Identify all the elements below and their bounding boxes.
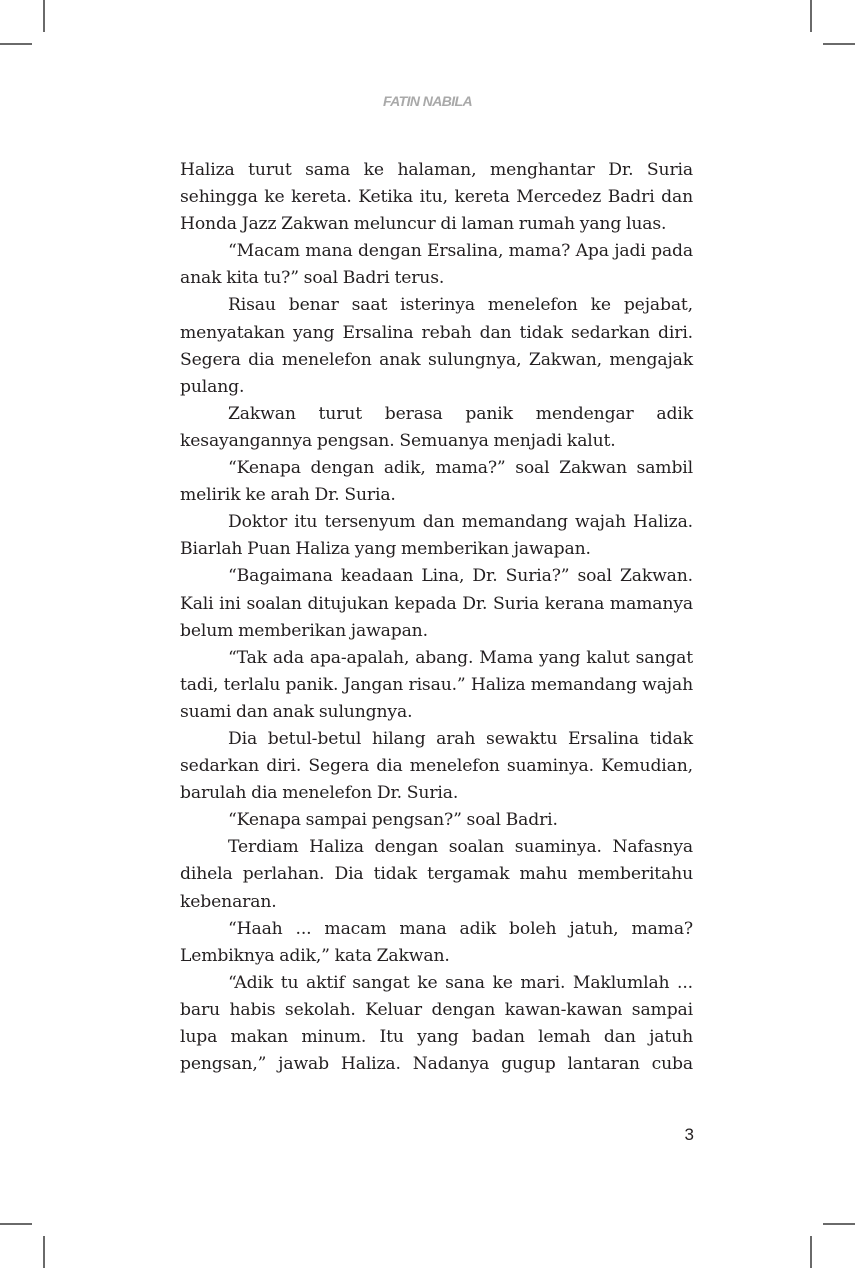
paragraph: Dia betul-betul hilang arah sewaktu Ersalina tidak sedarkan diri. Segera dia menelefon suaminya. Kemudian, barulah dia menelefon Dr. Suria. [180,728,693,804]
crop-mark-bottom-right-horizontal [823,1223,855,1225]
paragraph: “Tak ada apa-apalah, abang. Mama yang kalut sangat tadi, terlalu panik. Jangan risau.” Haliza memandang wajah suami dan anak sulungnya. [180,647,693,722]
running-head: FATIN NABILA [383,93,472,109]
page-number: 3 [684,1125,694,1144]
body-text [180,157,693,1078]
paragraph: Haliza turut sama ke halaman, menghantar Dr. Suria sehingga ke kereta. Ketika itu, kereta Mercedez Badri dan Honda Jazz Zakwan meluncur di laman rumah yang luas. [180,160,693,235]
crop-mark-top-left-horizontal [0,43,32,45]
crop-mark-bottom-left-vertical [43,1236,45,1268]
paragraph: Zakwan turut berasa panik mendengar adik kesayangannya pengsan. Semuanya menjadi kalut. [180,403,693,451]
paragraph: “Kenapa dengan adik, mama?” soal Zakwan sambil melirik ke arah Dr. Suria. [180,458,693,506]
paragraph: Terdiam Haliza dengan soalan suaminya. Nafasnya dihela perlahan. Dia tidak tergamak mahu memberitahu kebenaran. [180,837,693,912]
paragraph: Risau benar saat isterinya menelefon ke pejabat, menyatakan yang Ersalina rebah dan tidak sedarkan diri. Segera dia menelefon anak sulungnya, Zakwan, mengajak pulang. [180,295,693,397]
crop-mark-bottom-right-vertical [810,1236,812,1268]
paragraph: Doktor itu tersenyum dan memandang wajah Haliza. Biarlah Puan Haliza yang memberikan jawapan. [180,512,693,560]
crop-mark-top-right-vertical [810,0,812,32]
paragraph: “Macam mana dengan Ersalina, mama? Apa jadi pada anak kita tu?” soal Badri terus. [180,241,693,289]
paragraph: “Adik tu aktif sangat ke sana ke mari. Maklumlah ... baru habis sekolah. Keluar dengan kawan-kawan sampai lupa makan minum. Itu yang badan lemah dan jatuh pengsan,” jawab Haliza. Nadanya gugup lantaran cuba [180,972,693,1075]
crop-mark-top-left-vertical [43,0,45,32]
crop-mark-top-right-horizontal [823,43,855,45]
paragraph: “Bagaimana keadaan Lina, Dr. Suria?” soal Zakwan. Kali ini soalan ditujukan kepada Dr. Suria kerana mamanya belum memberikan jawapan. [180,566,693,641]
paragraph: “Kenapa sampai pengsan?” soal Badri. [228,810,558,831]
paragraph: “Haah ... macam mana adik boleh jatuh, mama? Lembiknya adik,” kata Zakwan. [180,918,693,966]
crop-mark-bottom-left-horizontal [0,1223,32,1225]
